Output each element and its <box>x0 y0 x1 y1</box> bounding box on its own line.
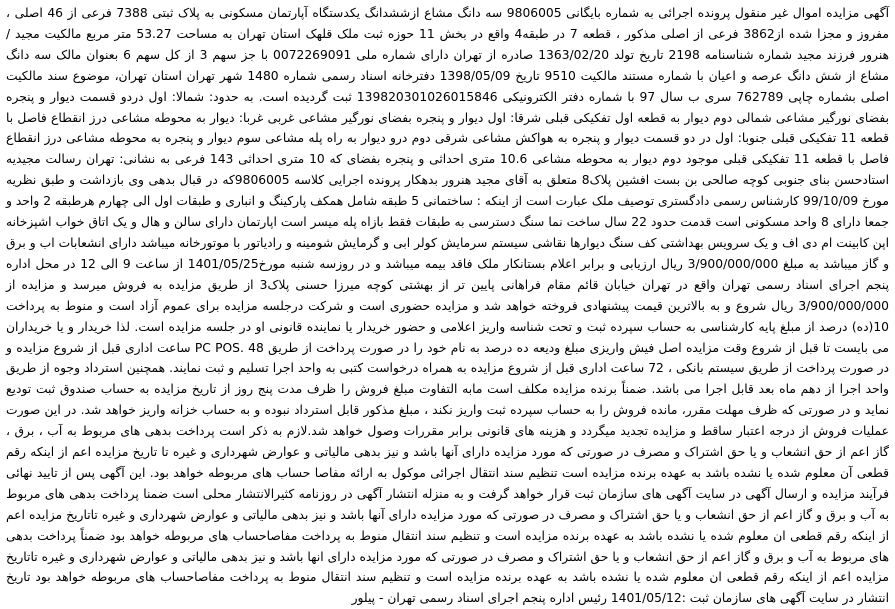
auction-notice <box>6 3 890 606</box>
auction-notice-text: آگهی مزایده اموال غیر منقول پرونده اجرائی به شماره بایگانی 9806005 سه دانگ مشاع ازششدانگ یکدستگاه آپارتمان مسکونی به پلاک ثبتی 7388 فرعی از 46 اصلی ، مفروز و مجزا شده از3862 فرعی از اصلی مذکور ، قطعه 7 در طبقه4 واقع در بخش 11 حوزه ثبت ملک قلهک استان تهران به مساحت 53.27 متر مربع مالکیت مجید / هنرور فرزند مجید شماره شناسنامه 2198 تاریخ تولد 1363/02/20 صادره از تهران دارای شماره ملی 0072269091 با جز سهم 3 از کل سهم 6 بعنوان مالک سه دانگ مشاع از شش دانگ عرصه و اعیان با شماره مستند مالکیت 9510 تاریخ 1398/05/09 دفترخانه اسناد رسمی شماره 1480 شهر تهران استان تهران، موضوع سند مالکیت اصلی بشماره چاپی 762789 سری ب سال 97 با شماره دفتر الکترونیکی 139820301026015846 ثبت گردیده است. به حدود: شمالا: اول دردو قسمت دیوار و پنجره بفضای نورگیر مشاعی شمالی دوم دیوار به قطعه اول تفکیکی قبلی شرقا: اول دیوار و پنجره بفضای نورگیر مشاعی غربی غربا: دیوار به محوطه مشاعی درز انقطاع فاصل با قطعه 11 تفکیکی قبلی جنوبا: اول در دو قسمت دیوار و پنجره به هواکش مشاعی شرقی دوم درو دیوار به راه پله مشاعی سوم دیوار و پنجره به محوطه مشاعی درز انقطاع فاصل با قطعه 11 تفکیکی قبلی موجود دوم دیوار به محوطه مشاعی 10.6 متری احداثی و پنجره بفضای که 10 متری احداثی 143 فرعی به نشانی: تهران رسالت مجیدیه استادحسن بنای جنوبی کوچه صالحی بن بست افشین پلاک8 متعلق به آقای مجید هنرور بدهکار پرونده اجرایی کلاسه 9806005که در قبال بدهی وی بازداشت و طبق نظریه مورخ 99/10/09 کارشناس رسمی دادگستری توصیف ملک عبارت است از اینکه : ساختمانی 5 طبقه شامل همکف پارکینگ و انباری و طبقات اول الی چهارم هرطبقه 2 واحد و جمعا دارای 8 واحد مسکونی است قدمت حدود 22 سال ساخت نما سنگ دسترسی به طبقات فقط بازاه پله میسر است اپارتمان دارای سالن و هال و یک اتاق خواب اشپزخانه اپن کابینت ام دی اف و یک سرویس بهداشتی کف سنگ دیوارها نقاشی سیستم سرمایش کولر ابی و گرمایش شومینه و رادیاتور با موتورخانه میباشد دارای انشعابات اب و برق و گاز میباشد به مبلغ 3/900/000/000 ریال ارزیابی و برابر اعلام بستانکار ملک فاقد بیمه میباشد و در روزسه شنبه مورخ1401/05/25 از ساعت 9 الی 12 در محل اداره پنجم اجرای اسناد رسمی تهران واقع در تهران خیابان قائم مقام فراهانی پایین تر از بهشتی کوچه میرزا حسنی پلاک3 از طریق مزایده به فروش میرسد و مزایده از 3/900/000/000 ریال شروع و به بالاترین قیمت پیشنهادی فروخته خواهد شد و مزایده حضوری است و شرکت درجلسه مزایده برای عموم آزاد است و منوط به پرداخت 10(ده) درصد از مبلغ پایه کارشناسی به حساب سپرده ثبت و تحت شناسه واریز اعلامی و حضور خریدار یا نماینده قانونی او در جلسه مزایده است. لذا خریدار و یا خریداران می بایست تا قبل از شروع وقت مزایده اصل فیش واریزی مبلغ ودیعه ده درصد به نام خود را در صورت پرداخت از طریق 48 .PC POS ساعت اداری قبل از شروع مزایده و در صورت پرداخت از طریق سیستم بانکی ، 72 ساعت اداری قبل از شروع مزایده به همراه درخواست کتبی به واحد اجرا تسلیم و ثبت نمایند. همچنین استرداد وجوه از طریق واحد اجرا از دهم ماه بعد قابل اجرا می باشد. ضمناً برنده مزایده مکلف است مابه التفاوت مبلغ فروش را ظرف مدت پنج روز از تاریخ مزایده به حساب صندوق ثبت توديع نمايد و در صورتی که ظرف مهلت مقرر، مانده فروش را به حساب سپرده ثبت واریز نکند ، مبلغ مذکور قابل استرداد نبوده و به حساب خزانه واریز خواهد شد. در این صورت عملیات فروش از درجه اعتبار ساقط و مزایده تجدید میگردد و هزینه های قانونی برابر مقررات وصول خواهد شد.لازم به ذکر است پرداخت بدهی های مربوط به آب ، برق ، گاز اعم از حق انشعاب و یا حق اشتراک و مصرف در صورتی که مورد مزایده دارای آنها باشد و نیز بدهی مالیاتی و عوارض شهرداری و غیره تا تاریخ مزایده اعم از اینکه رقم قطعی آن معلوم شده یا نشده باشد به عهده برنده مزایده است تنظیم سند انتقال اجرائی موکول به ارائه مفاصا حساب های مربوطه خواهد بود. این آگهی پس از تایید نهائی فرآیند مزایده و ارسال آگهی در سایت آگهی های سازمان ثبت قرار خواهد گرفت و به منزله انتشار آگهی در روزنامه کثیرالانتشار محلی است ضمنا پرداخت بدهی های مربوط به آب و برق و گاز اعم از حق انشعاب و یا حق اشتراک و مصرف در صورتی که مورد مزایده دارای آنها باشد و نیز بدهی مالیاتی و عوارض شهرداری و غیره تاتاریخ مزایده اعم از اینکه رقم قطعی ان معلوم شده یا نشده باشد به عهده برنده مزایده است و تنظیم سند انتقال منوط به پرداخت مفاصاحساب های مربوطه خواهد بود ضمناً پرداخت بدهی های مربوط به آب و برق و گاز اعم از حق انشعاب و یا حق اشتراک و مصرف در صورتی که مورد مزایده دارای انها باشد و نیز بدهی مالیاتی و عوارض شهرداری و غیره تاتاریخ مزایده اعم از اینکه رقم قطعی ان معلوم شده یا نشده باشد به عهده برنده مزایده است و تنظیم سند انتقال منوط به پرداخت مفاصاحساب های مربوطه خواهد بود تاریخ انتشار در سایت آگهی های سازمان ثبت :1401/05/12 رئیس اداره پنجم اجرای اسناد رسمی تهران - پیلور <box>6 6 890 606</box>
